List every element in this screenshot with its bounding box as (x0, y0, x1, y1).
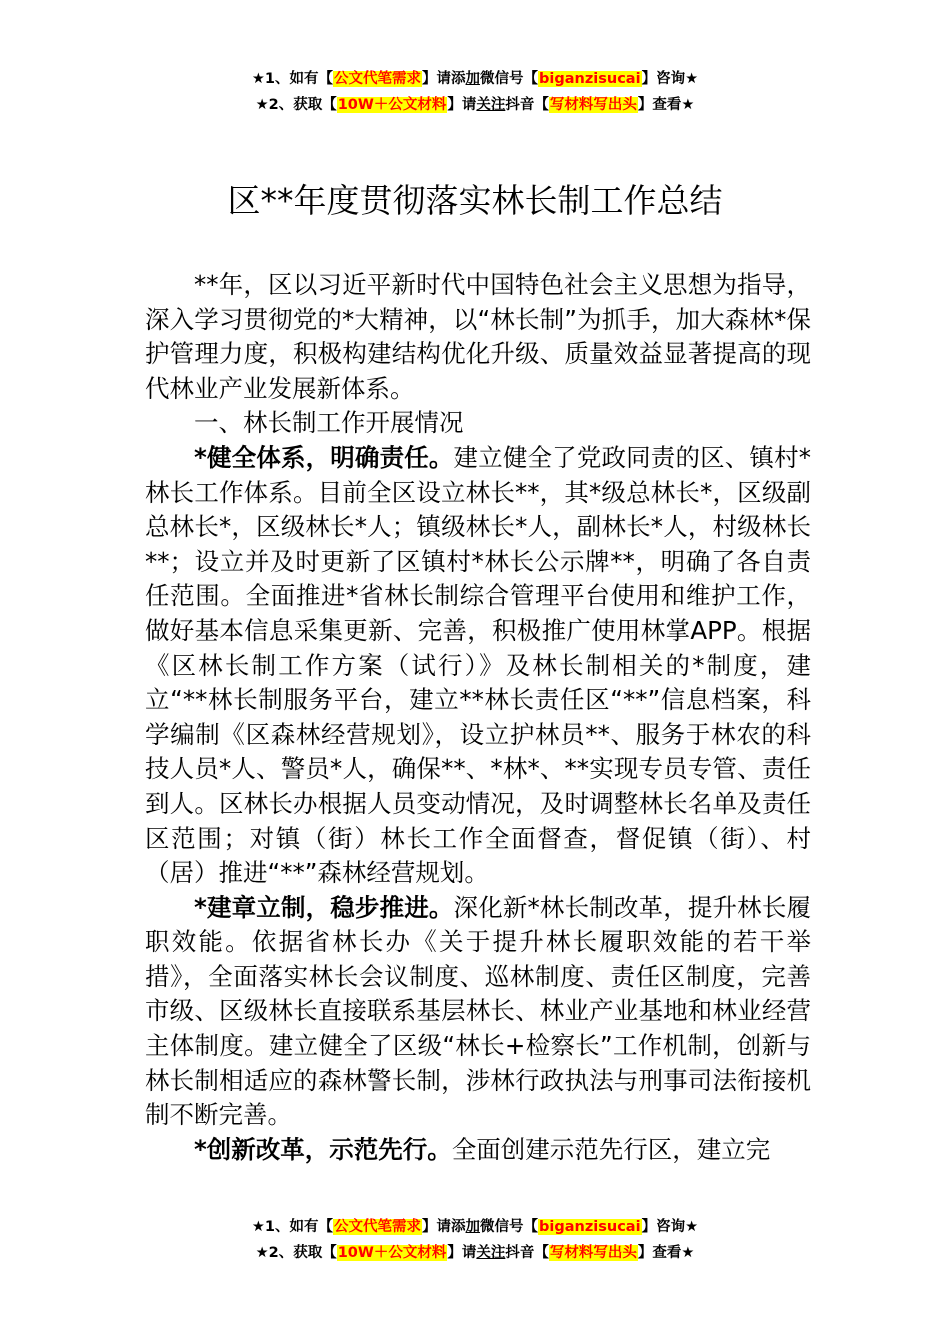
banner-underlined-text: 加 (465, 1219, 481, 1235)
banner-highlight-service: 公文代笔需求 (334, 1219, 422, 1235)
banner-text: ★1、如有【 (251, 1219, 334, 1235)
item-lead-3: *创新改革，示范先行。 (194, 1134, 452, 1164)
item-paragraph-1 (145, 441, 811, 891)
header-banner-line-2 (0, 92, 950, 118)
item-paragraph-3 (145, 1133, 811, 1168)
header-banner-line-1 (0, 66, 950, 92)
banner-underlined-text: 关注 (476, 1245, 506, 1261)
header-banner (0, 66, 950, 118)
banner-text: 】查看★ (637, 1245, 695, 1261)
banner-highlight-wechat-id: biganzisucai (539, 1219, 641, 1235)
banner-highlight-douyin-account: 写材料写出头 (549, 97, 637, 113)
banner-text: 】咨询★ (641, 71, 699, 87)
document-body (145, 268, 811, 1167)
banner-underlined-text: 加 (465, 71, 481, 87)
banner-text: 抖音【 (505, 1245, 549, 1261)
item-lead-2: *建章立制，稳步推进。 (194, 892, 454, 922)
banner-text: 】请添 (422, 71, 466, 87)
banner-underlined-text: 关注 (476, 97, 506, 113)
item-body-1: 建立健全了党政同责的区、镇村*林长工作体系。目前全区设立林长**，其*级总林长*，区级副总林长*，区级林长*人；镇级林长*人，副林长*人，村级林长**；设立并及时更新了区镇村*林长公示牌**，明确了各自责任范围。全面推进*省林长制综合管理平台使用和维护工作，做好基本信息采集更新、完善，积极推广使用林掌APP。根据《区林长制工作方案（试行）》及林长制相关的*制度，建立“**林长制服务平台，建立**林长责任区“**”信息档案，科学编制《区森林经营规划》，设立护林员**、服务于林农的科技人员*人、警员*人，确保**、*林*、**实现专员专管、责任到人。区林长办根据人员变动情况，及时调整林长名单及责任区范围；对镇（街）林长工作全面督查，督促镇（街）、村（居）推进“**”森林经营规划。 (145, 442, 812, 888)
banner-text: ★1、如有【 (251, 71, 334, 87)
section-heading: 一、林长制工作开展情况 (194, 408, 464, 438)
banner-text: ★2、获取【 (255, 1245, 337, 1261)
item-lead-1: *健全体系，明确责任。 (194, 442, 454, 472)
banner-text: 】请添 (422, 1219, 466, 1235)
footer-banner-line-2 (0, 1240, 950, 1266)
footer-banner-line-1 (0, 1214, 950, 1240)
document-title: 区**年度贯彻落实林长制工作总结 (227, 181, 723, 220)
banner-highlight-materials: 10W＋公文材料 (337, 1245, 447, 1261)
banner-text: 微信号【 (480, 1219, 539, 1235)
banner-text: 】请 (447, 97, 477, 113)
footer-banner (0, 1214, 950, 1266)
item-body-2: 深化新*林长制改革，提升林长履职效能。依据省林长办《关于提升林长履职效能的若干举措》，全面落实林长会议制度、巡林制度、责任区制度，完善市级、区级林长直接联系基层林长、林业产业基地和林业经营主体制度。建立健全了区级“林长+检察长”工作机制，创新与林长制相适应的森林警长制，涉林行政执法与刑事司法衔接机制不断完善。 (145, 892, 812, 1130)
banner-text: 】查看★ (637, 97, 695, 113)
item-body-3: 全面创建示范先行区，建立完 (451, 1134, 771, 1164)
banner-highlight-wechat-id: biganzisucai (539, 71, 641, 87)
banner-text: 微信号【 (480, 71, 539, 87)
banner-text: 】咨询★ (641, 1219, 699, 1235)
banner-text: ★2、获取【 (255, 97, 337, 113)
banner-text: 抖音【 (505, 97, 549, 113)
banner-highlight-douyin-account: 写材料写出头 (549, 1245, 637, 1261)
intro-paragraph: **年，区以习近平新时代中国特色社会主义思想为指导，深入学习贯彻党的*大精神，以“林长制”为抓手，加大森林*保护管理力度，积极构建结构优化升级、质量效益显著提高的现代林业产业发展新体系。 (145, 270, 811, 403)
item-paragraph-2 (145, 891, 811, 1133)
banner-highlight-materials: 10W＋公文材料 (337, 97, 447, 113)
banner-text: 】请 (447, 1245, 477, 1261)
banner-highlight-service: 公文代笔需求 (334, 71, 422, 87)
